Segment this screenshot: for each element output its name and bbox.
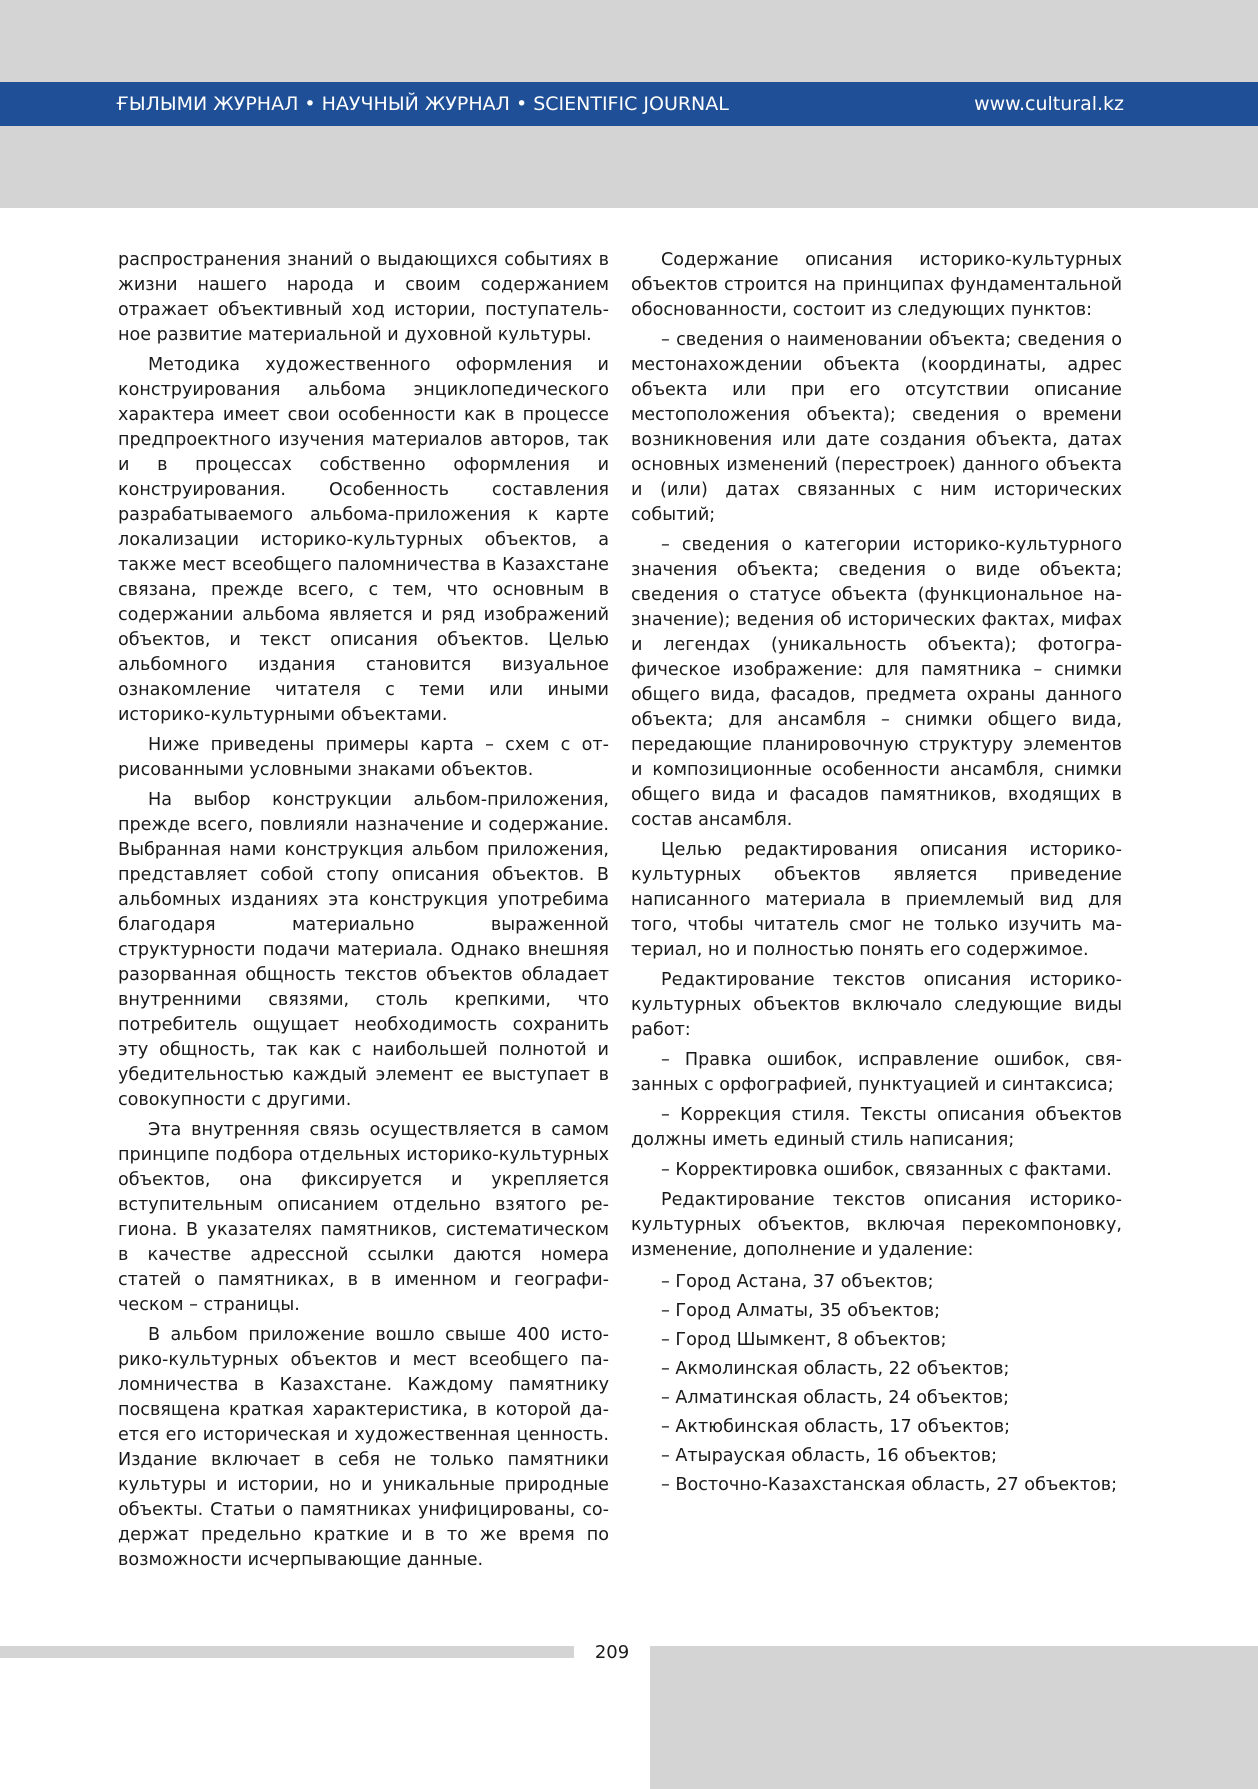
list-item: – Город Шымкент, 8 объектов;: [661, 1330, 947, 1350]
journal-website-link[interactable]: www.cultural.kz: [974, 93, 1124, 115]
paragraph: распространения знаний о выдающихся событиях в жизни нашего народа и своим содержанием отражает объективный ход истории, поступательное развитие материальной и духовной культуры.: [118, 250, 609, 345]
paragraph: – сведения о наименовании объекта; сведения о местонахождении объекта (координаты, адрес объекта или при его отсутствии описание местоположения объекта); сведения о времени возникновения или дате создания объекта, датах основных изменений (перестроек) данного объекта и (или) датах связанных с ним исторических событий;: [631, 330, 1122, 525]
list-item: – Город Алматы, 35 объектов;: [661, 1301, 941, 1321]
list-item: – Город Астана, 37 объектов;: [661, 1272, 934, 1292]
list-item: – Акмолинская область, 22 объектов;: [661, 1359, 1010, 1379]
list-item: – Восточно-Казахстанская область, 27 объектов;: [661, 1475, 1118, 1495]
list-item: – Актюбинская область, 17 объектов;: [661, 1417, 1011, 1437]
paragraph: В альбом приложение вошло свыше 400 историко-культурных объектов и мест всеобщего паломничества в Казахстане. Каждому памятнику посвящена краткая характеристика, в которой дается его историческая и художественная ценность. Издание включает в себя не только памятники культуры и истории, но и уникальные природные объекты. Статьи о памятниках унифицированы, содержат предельно краткие и в то же время по возможности исчерпывающие данные.: [118, 1325, 609, 1570]
paragraph: – Правка ошибок, исправление ошибок, связанных с орфографией, пунктуацией и синтаксиса;: [631, 1050, 1122, 1095]
paragraph: – Коррекция стиля. Тексты описания объектов должны иметь единый стиль написания;: [631, 1105, 1122, 1150]
journal-header-bar: [0, 82, 1258, 126]
paragraph: Целью редактирования описания историко-культурных объектов является приведение написанного материала в приемлемый вид для того, чтобы читатель смог не только изучить материал, но и полностью понять его содержимое.: [631, 840, 1122, 960]
page-number: 209: [594, 1642, 630, 1663]
paragraph: Методика художественного оформления и конструирования альбома энциклопедического характера имеет свои особенности как в процессе предпроектного изучения материалов авторов, так и в процессах собственно оформления и конструирования. Особенность составления разрабатываемого альбома-приложения к карте локализации историко-культурных объектов, а также мест всеобщего паломничества в Казахстане связана, прежде всего, с тем, что основным в содержании альбома является и ряд изображений объектов, и текст описания объектов. Целью альбомного издания становится визуальное ознакомление читателя с теми или иными историко-культурными объектами.: [118, 355, 609, 725]
paragraph: Содержание описания историко-культурных объектов строится на принципах фундаментальной обоснованности, состоит из следующих пунктов:: [631, 250, 1122, 320]
paragraph: Эта внутренняя связь осуществляется в самом принципе подбора отдельных историко-культурных объектов, она фиксируется и укрепляется вступительным описанием отдельно взятого региона. В указателях памятников, систематическом в качестве адрессной ссылки даются номера статей о памятниках, в в именном и географическом – страницы.: [118, 1120, 609, 1315]
paragraph: Редактирование текстов описания историко-культурных объектов включало следующие виды работ:: [631, 970, 1122, 1040]
journal-title: ҒЫЛЫМИ ЖУРНАЛ • НАУЧНЫЙ ЖУРНАЛ • SCIENTIFIC JOURNAL: [116, 93, 729, 115]
left-text-column: [118, 248, 609, 1578]
footer-grey-block: [650, 1646, 1258, 1789]
paragraph: На выбор конструкции альбом-приложения, прежде всего, повлияли назначение и содержание. Выбранная нами конструкция альбом приложения, представляет собой стопу описания объектов. В альбомных изданиях эта конструкция употребима благодаря материально выраженной структурности подачи материала. Однако внешняя разорванная общность текстов объектов обладает внутренними связями, столь крепкими, что потребитель ощущает необходимость сохранить эту общность, так как с наибольшей полнотой и убедительностью каждый элемент ее выступает в совокупности с другими.: [118, 790, 609, 1110]
paragraph: Ниже приведены примеры карта – схем с отрисованными условными знаками объектов.: [118, 735, 609, 780]
list-item: – Алматинская область, 24 объектов;: [661, 1388, 1010, 1408]
right-text-column: [631, 248, 1122, 1500]
regions-list: [631, 1268, 1122, 1500]
paragraph: – Корректировка ошибок, связанных с фактами.: [661, 1160, 1112, 1180]
paragraph: Редактирование текстов описания историко-культурных объектов, включая перекомпоновку, изменение, дополнение и удаление:: [631, 1190, 1122, 1260]
list-item: – Атырауская область, 16 объектов;: [661, 1446, 998, 1466]
paragraph: – сведения о категории историко-культурного значения объекта; сведения о виде объекта; сведения о статусе объекта (функциональное назначение); ведения об исторических фактах, мифах и легендах (уникальность объекта); фотографическое изображение: для памятника – снимки общего вида, фасадов, предмета охраны данного объекта; для ансамбля – снимки общего вида, передающие планировочную структуру элементов и композиционные особенности ансамбля, снимки общего вида и фасадов памятников, входящих в состав ансамбля.: [631, 535, 1122, 830]
